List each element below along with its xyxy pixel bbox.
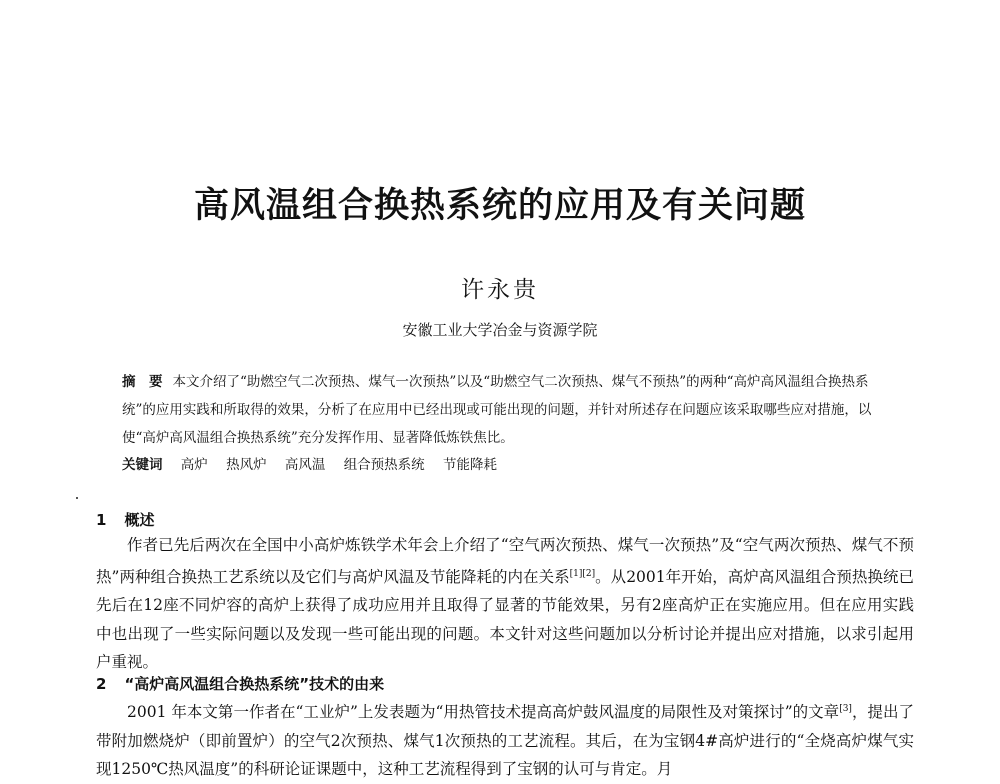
section-heading-2 [96, 673, 384, 694]
keyword: 热风炉 [226, 457, 267, 473]
keyword: 组合预热系统 [343, 457, 425, 473]
section-number: 2 [96, 675, 107, 693]
paper-title: 高风温组合换热系统的应用及有关问题 [193, 186, 806, 226]
section-heading-1 [96, 509, 154, 530]
scan-speck [76, 497, 78, 499]
keywords [122, 453, 511, 473]
abstract-text: 本文介绍了“助燃空气二次预热、煤气一次预热”以及“助燃空气二次预热、煤气不预热”的两种“高炉高风温组合换热系统”的应用实践和所取得的效果，分析了在应用中已经出现或可能出现的问题，并针对所述存在问题应该采取哪些应对措施，以使“高炉高风温组合换热系统”充分发挥作用、显著降低炼铁焦比。 [122, 374, 872, 446]
section-2-paragraph [96, 695, 914, 784]
keyword: 高风温 [284, 457, 326, 473]
author-name: 许永贵 [461, 277, 539, 303]
citation: [1][2] [569, 568, 596, 579]
author-affiliation: 安徽工业大学冶金与资源学院 [402, 321, 598, 339]
section-number: 1 [96, 511, 107, 529]
paragraph-text: 。从2001年开始，高炉高风温组合预热换统已先后在12座不同炉容的高炉上获得了成功应用并且取得了显著的节能效果，另有2座高炉正在实施应用。但在应用实践中也出现了一些实际问题以及发现一些可能出现的问题。本文针对这些问题加以分析讨论并提出应对措施，以求引起用户重视。 [96, 567, 914, 672]
keywords-label: 关键词 [122, 457, 163, 473]
paragraph-text: ，提出了带附加燃烧炉（即前置炉）的空气2次预热、煤气1次预热的工艺流程。其后，在为宝钢4#高炉进行的“全烧高炉煤气实现1250℃热风温度”的科研论证课题中，这种工艺流程得到了宝钢的认可与肯定。月 [96, 703, 914, 779]
paragraph-text: 2001 年本文第一作者在“工业炉”上发表题为“用热管技术提高高炉鼓风温度的局限性及对策探讨”的文章 [127, 703, 840, 722]
keyword: 节能降耗 [442, 457, 497, 473]
paragraph-text: 作者已先后两次在全国中小高炉炼铁学术年会上介绍了“空气两次预热、煤气一次预热”及“空气两次预热、煤气不预热”两种组合换热工艺系统以及它们与高炉风温及节能降耗的内在关系 [96, 536, 914, 586]
citation: [3] [839, 704, 852, 714]
section-heading-text: “高炉高风温组合换热系统”技术的由来 [124, 675, 385, 693]
abstract [122, 368, 892, 452]
section-heading-text: 概述 [124, 511, 155, 529]
keyword: 高炉 [180, 457, 208, 473]
section-1-paragraph [96, 531, 914, 677]
abstract-label: 摘 要 [122, 374, 163, 390]
